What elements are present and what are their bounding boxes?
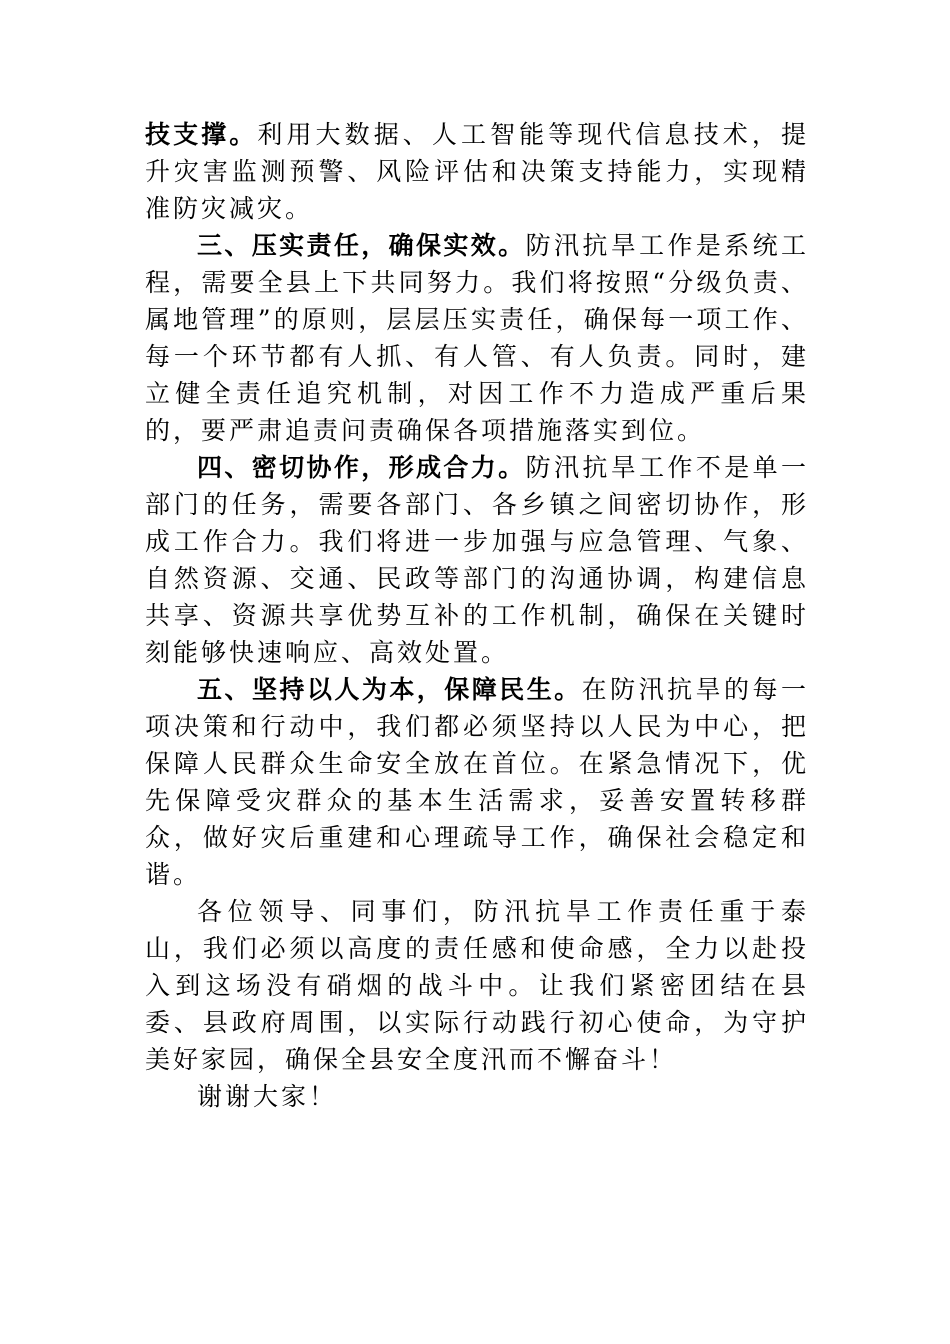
paragraph-body: 利用大数据、人工智能等现代信息技术，提升灾害监测预警、风险评估和决策支持能力，实现精准防灾减灾。 bbox=[145, 120, 809, 223]
paragraph-thanks bbox=[145, 1078, 809, 1115]
document-page bbox=[145, 116, 809, 1115]
section-heading: 三、压实责任，确保实效。 bbox=[197, 231, 526, 260]
paragraph-section-five bbox=[145, 671, 809, 893]
paragraph-section-four bbox=[145, 449, 809, 671]
paragraph-body: 防汛抗旱工作不是单一部门的任务，需要各部门、各乡镇之间密切协作，形成工作合力。我们将进一步加强与应急管理、气象、自然资源、交通、民政等部门的沟通协调，构建信息共享、资源共享优势互补的工作机制，确保在关键时刻能够快速响应、高效处置。 bbox=[145, 453, 809, 667]
paragraph-body: 在防汛抗旱的每一项决策和行动中，我们都必须坚持以人民为中心，把保障人民群众生命安全放在首位。在紧急情况下，优先保障受灾群众的基本生活需求，妥善安置转移群众，做好灾后重建和心理疏导工作，确保社会稳定和谐。 bbox=[145, 675, 809, 889]
paragraph-tech-support bbox=[145, 116, 809, 227]
paragraph-lead: 技支撑。 bbox=[145, 120, 258, 149]
paragraph-closing bbox=[145, 893, 809, 1078]
paragraph-body: 谢谢大家！ bbox=[197, 1082, 338, 1111]
paragraph-section-three bbox=[145, 227, 809, 449]
paragraph-body: 防汛抗旱工作是系统工程，需要全县上下共同努力。我们将按照“分级负责、属地管理”的原则，层层压实责任，确保每一项工作、每一个环节都有人抓、有人管、有人负责。同时，建立健全责任追究机制，对因工作不力造成严重后果的，要严肃追责问责确保各项措施落实到位。 bbox=[145, 231, 809, 445]
paragraph-body: 各位领导、同事们，防汛抗旱工作责任重于泰山，我们必须以高度的责任感和使命感，全力以赴投入到这场没有硝烟的战斗中。让我们紧密团结在县委、县政府周围，以实际行动践行初心使命，为守护美好家园，确保全县安全度汛而不懈奋斗！ bbox=[145, 897, 809, 1074]
section-heading: 四、密切协作，形成合力。 bbox=[197, 453, 526, 482]
section-heading: 五、坚持以人为本，保障民生。 bbox=[197, 675, 582, 704]
